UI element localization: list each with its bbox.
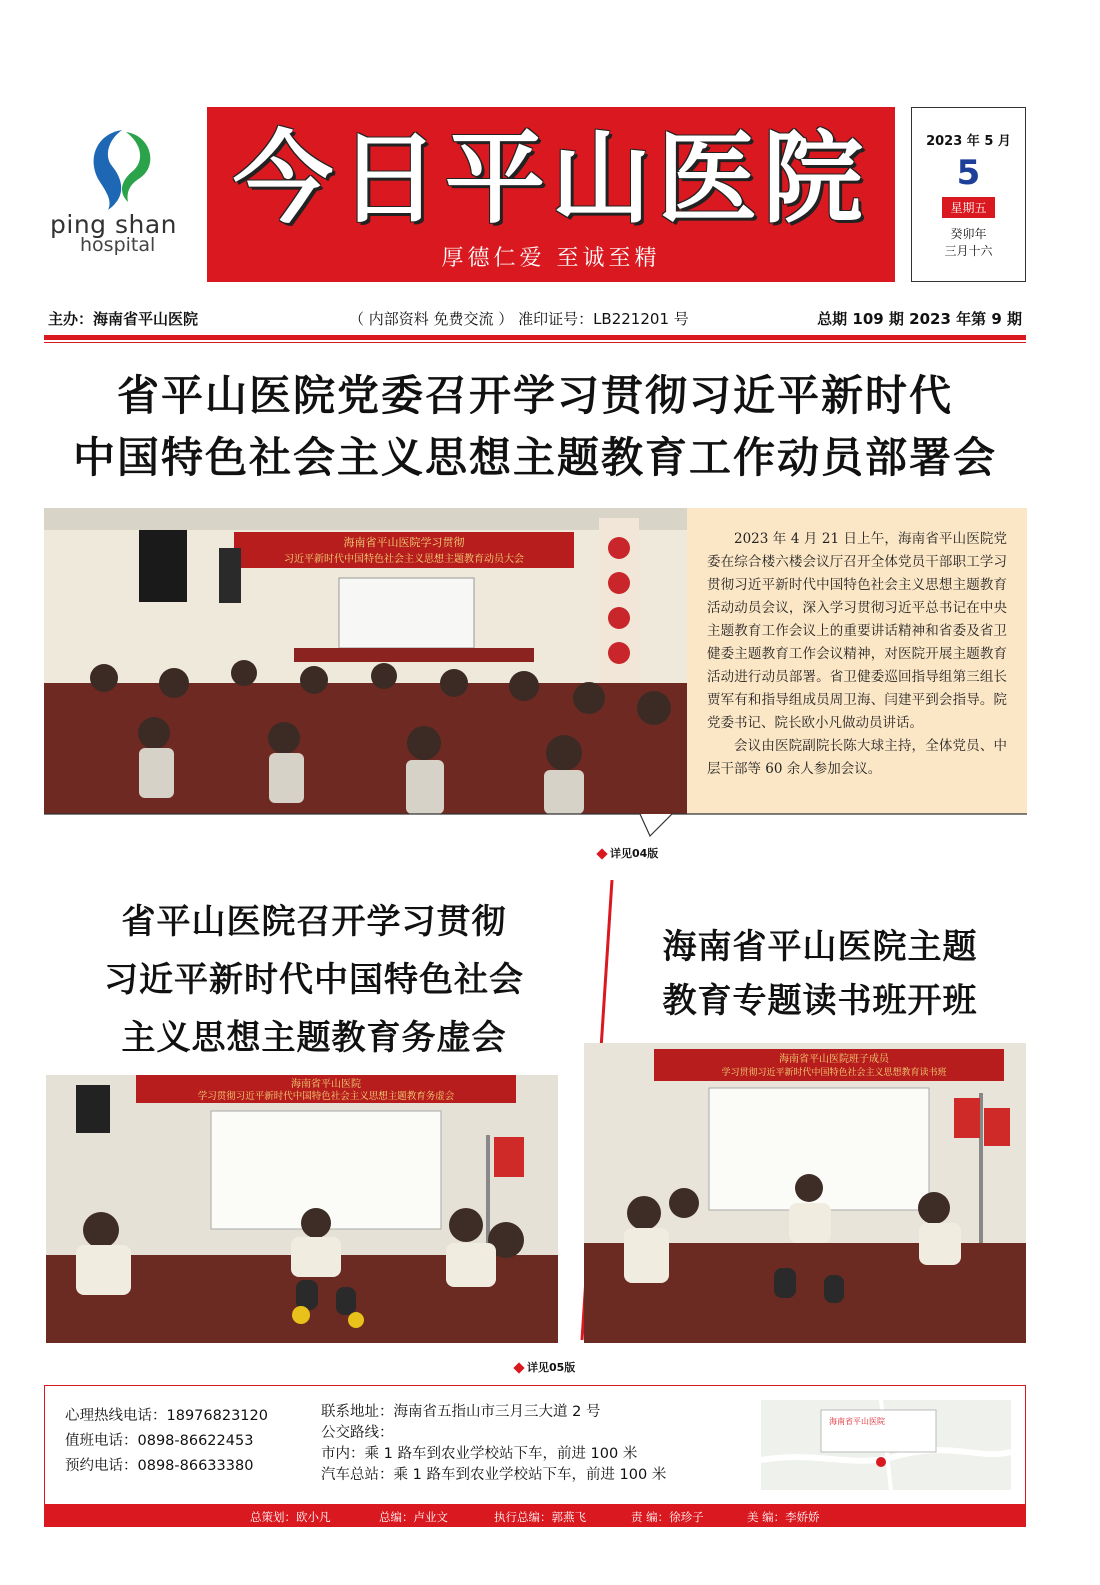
lunar-year: 癸卯年 [950, 227, 987, 241]
duty-phone: 值班电话：0898-86622453 [65, 1433, 254, 1449]
sponsor-text: 主办：海南省平山医院 [48, 310, 199, 328]
issue-day: 5 [956, 153, 981, 193]
psych-hotline: 心理热线电话：18976823120 [65, 1408, 268, 1424]
story2-photo-banner-line2: 学习贯彻习近平新时代中国特色社会主义思想主题教育务虚会 [197, 1091, 455, 1102]
diamond-icon [596, 848, 607, 859]
credit-exec-editor: 执行总编：郭燕飞 [494, 1510, 586, 1524]
newspaper-slogan: 厚德仁爱 至诚至精 [441, 246, 661, 271]
booking-phone: 预约电话：0898-86633380 [65, 1458, 254, 1474]
lead-photo-banner-line2: 习近平新时代中国特色社会主义思想主题教育动员大会 [284, 554, 524, 565]
logo-text-hospital: hospital [80, 234, 156, 256]
story2-photo-banner-line1: 海南省平山医院 [291, 1079, 361, 1090]
story2-headline: 省平山医院召开学习贯彻 习近平新时代中国特色社会 主义思想主题教育务虚会 [104, 902, 524, 1058]
newspaper-title: 今日平山医院 [233, 120, 869, 237]
logo-text-ping-shan: ping shan [50, 210, 178, 239]
story3-photo-banner-line1: 海南省平山医院班子成员 [779, 1054, 889, 1065]
lead-article-paragraph-1: 2023 年 4 月 21 日上午，海南省平山医院党委在综合楼六楼会议厅召开全体党员干部职工学习贯彻习近平新时代中国特色社会主义思想主题教育活动动员会议，深入学习贯彻习近平总书记在中央主题教育工作会议上的重要讲话精神和省委及省卫健委主题教育工作会议精神，对医院开展主题教育活动进行动员部署。省卫健委巡回指导组第三组长贾军有和指导组成员周卫海、闫建平到会指导。院党委书记、院长欧小凡做动员讲话。 [707, 531, 1007, 731]
lead-headline-line2: 中国特色社会主义思想主题教育工作动员部署会 [72, 433, 997, 482]
bus-city-route: 市内：乘 1 路车到农业学校站下车，前进 100 米 [321, 1446, 638, 1462]
location-map [761, 1400, 1011, 1490]
contact-footer [44, 1385, 1026, 1505]
credit-planner: 总策划：欧小凡 [250, 1510, 331, 1524]
issue-year-month: 2023 年 5 月 [926, 134, 1011, 149]
map-label: 海南省平山医院 [829, 1417, 885, 1426]
address-text: 联系地址：海南省五指山市三月三大道 2 号 [321, 1404, 601, 1420]
story3-headline: 海南省平山医院主题 教育专题读书班开班 [662, 927, 978, 1021]
story2-see-more[interactable]: 详见05版 [515, 1359, 575, 1375]
bus-station-route: 汽车总站：乘 1 路车到农业学校站下车，前进 100 米 [321, 1467, 667, 1483]
lead-article-paragraph-2: 会议由医院副院长陈大球主持，全体党员、中层干部等 60 余人参加会议。 [707, 738, 1007, 777]
credit-editor: 总编：卢业文 [379, 1510, 448, 1524]
editorial-credits [44, 1505, 1026, 1527]
issue-number-text: 总期 109 期 2023 年第 9 期 [817, 310, 1022, 328]
issue-weekday: 星期五 [942, 197, 994, 218]
story3-photo-banner-line2: 学习贯彻习近平新时代中国特色社会主义思想教育读书班 [721, 1068, 947, 1078]
lunar-date: 三月十六 [944, 244, 993, 258]
lead-headline-line1: 省平山医院党委召开学习贯彻习近平新时代 [116, 371, 953, 420]
address-and-bus [321, 1402, 666, 1486]
story2-photo-seminar [46, 1075, 558, 1343]
credit-art-editor: 美 编：李娇娇 [747, 1510, 820, 1524]
story3-photo-reading-class [584, 1043, 1026, 1343]
map-pin-icon [876, 1457, 886, 1467]
lead-see-more[interactable]: 详见04版 [598, 845, 658, 861]
lead-photo-banner-line1: 海南省平山医院学习贯彻 [343, 536, 465, 549]
credit-resp-editor: 责 编：徐珍子 [631, 1510, 704, 1524]
permit-text: （ 内部资料 免费交流 ） 准印证号：LB221201 号 [349, 310, 689, 328]
phone-list [65, 1404, 268, 1479]
bus-title: 公交路线： [321, 1425, 394, 1441]
diamond-icon [513, 1362, 524, 1373]
